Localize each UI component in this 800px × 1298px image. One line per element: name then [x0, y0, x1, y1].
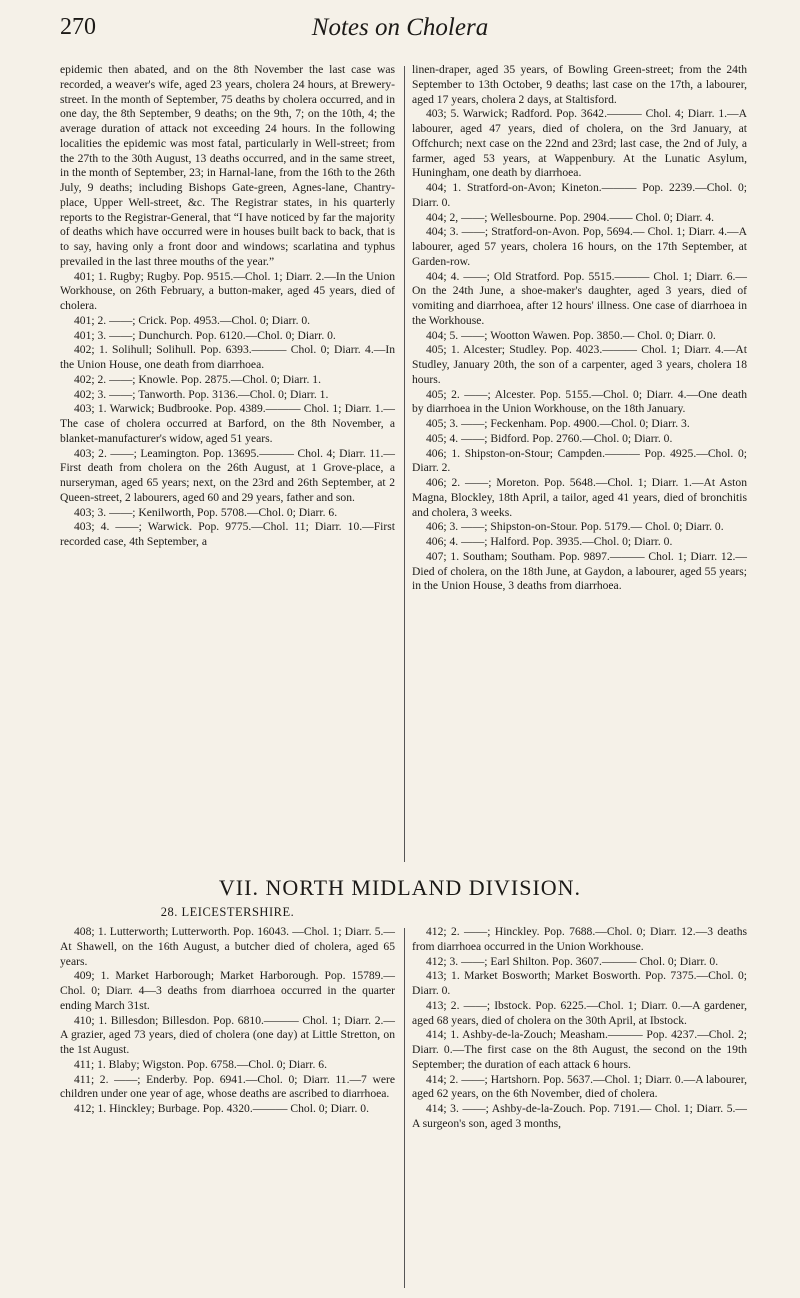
registry-entry: 409; 1. Market Harborough; Market Harborough. Pop. 15789.—Chol. 0; Diarr. 4—3 deaths from diarrhoea occurred in the quarter ending March 31st. [60, 969, 395, 1012]
registry-entry: 403; 2. ——; Leamington. Pop. 13695.——— Chol. 4; Diarr. 11.—First death from cholera on the 26th August, at 1 Grove-place, a nurseryman, aged 65 years; next, on the 23rd and 26th September, at 2 Queen-street, 2 labourers, aged 60 and 29 years, father and son. [60, 446, 395, 504]
registry-entry: 406; 2. ——; Moreton. Pop. 5648.—Chol. 1; Diarr. 1.—At Aston Magna, Blockley, 18th April, a tailor, aged 41 years, died of bronchitis and cholera, 3 weeks. [412, 476, 747, 519]
registry-entry: 402; 1. Solihull; Solihull. Pop. 6393.——— Chol. 0; Diarr. 4.—In the Union House, one death from diarrhoea. [60, 343, 395, 371]
column-left-top [60, 63, 395, 550]
registry-entry: 404; 2, ——; Wellesbourne. Pop. 2904.—— Chol. 0; Diarr. 4. [426, 210, 715, 224]
registry-entry: 405; 3. ——; Feckenham. Pop. 4900.—Chol. 0; Diarr. 3. [426, 417, 690, 430]
registry-entry: 403; 3. ——; Kenilworth, Pop. 5708.—Chol. 0; Diarr. 6. [74, 505, 338, 519]
column-divider [404, 928, 405, 1288]
registry-entry: 407; 1. Southam; Southam. Pop. 9897.——— Chol. 1; Diarr. 12.—Died of cholera, on the 18th June, at Gaydon, a labourer, aged 55 years; in the Union House, 3 deaths from diarrhoea. [412, 549, 747, 593]
registry-entry: 402; 3. ——; Tanworth. Pop. 3136.—Chol. 0; Diarr. 1. [74, 387, 329, 401]
registry-entry: 413; 2. ——; Ibstock. Pop. 6225.—Chol. 1; Diarr. 0.—A gardener, aged 68 years, died of cholera on the 30th April, at Ibstock. [412, 998, 747, 1027]
registry-entry: 403; 5. Warwick; Radford. Pop. 3642.——— Chol. 4; Diarr. 1.—A labourer, aged 47 years, died of cholera, on the 3rd January, at Offchurch; next case on the 22nd and 23rd; last case, the 2nd of July, a farmer, aged 53 years, at Wappenbury. At the Lunatic Asylum, Huningham, one death by diarrhoea. [412, 107, 747, 180]
registry-entry: 414; 1. Ashby-de-la-Zouch; Measham.——— Pop. 4237.—Chol. 2; Diarr. 0.—The first case on the 8th August, the second on the 19th September; the duration of each attack 6 hours. [412, 1028, 747, 1071]
registry-entry: 411; 2. ——; Enderby. Pop. 6941.—Chol. 0; Diarr. 11.—7 were children under one year of age, whose deaths are ascribed to diarrhoea. [60, 1072, 395, 1101]
registry-entry: 414; 3. ——; Ashby-de-la-Zouch. Pop. 7191.— Chol. 1; Diarr. 5.—A surgeon's son, aged 3 months, [412, 1102, 747, 1130]
registry-entry: 404; 3. ——; Stratford-on-Avon. Pop, 5694.— Chol. 1; Diarr. 4.—A labourer, aged 57 years, cholera 16 hours, on the 17th September, at Garden-row. [412, 225, 747, 268]
registry-entry: 403; 1. Warwick; Budbrooke. Pop. 4389.——— Chol. 1; Diarr. 1.—The case of cholera occurred at Barford, on the 8th November, a blanket-manufacturer's widow, aged 51 years. [60, 402, 395, 445]
registry-entry: 405; 2. ——; Alcester. Pop. 5155.—Chol. 0; Diarr. 4.—One death by diarrhoea in the Union Workhouse, on the 18th January. [412, 387, 747, 416]
registry-entry: 404; 1. Stratford-on-Avon; Kineton.——— Pop. 2239.—Chol. 0; Diarr. 0. [412, 181, 747, 209]
registry-entry: 405; 1. Alcester; Studley. Pop. 4023.——— Chol. 1; Diarr. 4.—At Studley, January 20th, the son of a carpenter, aged 3 years, cholera 18 hours. [412, 343, 747, 386]
registry-entry: 413; 1. Market Bosworth; Market Bosworth. Pop. 7375.—Chol. 0; Diarr. 0. [412, 969, 747, 997]
registry-entry: 406; 3. ——; Shipston-on-Stour. Pop. 5179.— Chol. 0; Diarr. 0. [426, 520, 724, 534]
registry-entry: 411; 1. Blaby; Wigston. Pop. 6758.—Chol. 0; Diarr. 6. [74, 1057, 327, 1071]
page-number: 270 [60, 14, 96, 40]
registry-entry: 402; 2. ——; Knowle. Pop. 2875.—Chol. 0; Diarr. 1. [74, 372, 322, 386]
registry-entry: 412; 1. Hinckley; Burbage. Pop. 4320.——— Chol. 0; Diarr. 0. [74, 1102, 369, 1115]
registry-entry: 412; 2. ——; Hinckley. Pop. 7688.—Chol. 0; Diarr. 12.—3 deaths from diarrhoea occurred in the Union Workhouse. [412, 925, 747, 953]
paragraph: linen-draper, aged 35 years, of Bowling Green-street; from the 24th September to 13th October, 9 deaths; last case on the 17th, a labourer, aged 17 years, cholera 2 days, at Staltisford. [412, 63, 747, 106]
running-title: Notes on Cholera [311, 14, 489, 41]
column-right-bottom [412, 925, 747, 1132]
registry-entry: 406; 1. Shipston-on-Stour; Campden.——— Pop. 4925.—Chol. 0; Diarr. 2. [412, 446, 747, 475]
registry-entry: 404; 4. ——; Old Stratford. Pop. 5515.——— Chol. 1; Diarr. 6.—On the 24th June, a shoe-maker's daughter, aged 3 years, died of vomiting and diarrhoea, after 12 hours' illness. One case of diarrhoea in the Workhouse. [412, 269, 747, 327]
registry-entry: 414; 2. ——; Hartshorn. Pop. 5637.—Chol. 1; Diarr. 0.—A labourer, aged 62 years, on the 6th November, died of cholera. [412, 1072, 747, 1101]
county-heading: 28. LEICESTERSHIRE. [160, 905, 295, 919]
paragraph: epidemic then abated, and on the 8th November the last case was recorded, a weaver's wife, aged 23 years, cholera 24 hours, at Brewery-street. In the month of September, 75 deaths by cholera occurred, and in one day, the 8th September, 9 deaths; on the 9th, 7; on the 10th, 4; the average duration of attack not exceeding 24 hours. In the following localities the epidemic was most fatal, particularly in Well-street; from the 27th to the 30th August, 13 deaths occurred, and in the same street, in the month of September, 23; in Harnal-lane, from the 16th to the 26th July, 9 deaths; including Bishops Gate-green, Agnes-lane, Chantry-place, Upper Well-street, &c. The Registrar states, in his quarterly reports to the Registrar-General, that “I have noticed by far the majority of deaths which have occurred were in houses built back to back, that is to say, having only a front door and windows; scarlatina and typhus prevailed in the last three mouths of the year.” [60, 63, 395, 268]
registry-entry: 401; 1. Rugby; Rugby. Pop. 9515.—Chol. 1; Diarr. 2.—In the Union Workhouse, on 26th February, a button-maker, aged 45 years, died of cholera. [60, 269, 395, 312]
column-divider [404, 66, 405, 862]
registry-entry: 401; 3. ——; Dunchurch. Pop. 6120.—Chol. 0; Diarr. 0. [74, 328, 336, 342]
registry-entry: 403; 4. ——; Warwick. Pop. 9775.—Chol. 11; Diarr. 10.—First recorded case, 4th September, a [60, 520, 395, 548]
registry-entry: 405; 4. ——; Bidford. Pop. 2760.—Chol. 0; Diarr. 0. [426, 431, 673, 445]
column-right-top [412, 63, 747, 594]
division-heading: VII. NORTH MIDLAND DIVISION. [218, 875, 582, 900]
registry-entry: 412; 3. ——; Earl Shilton. Pop. 3607.——— Chol. 0; Diarr. 0. [426, 954, 719, 968]
column-left-bottom [60, 925, 395, 1117]
registry-entry: 410; 1. Billesdon; Billesdon. Pop. 6810.——— Chol. 1; Diarr. 2.—A grazier, aged 73 years, died of cholera (one day) at Little Stretton, on the 1st August. [60, 1013, 395, 1056]
registry-entry: 408; 1. Lutterworth; Lutterworth. Pop. 16043. —Chol. 1; Diarr. 5.—At Shawell, on the 16th August, a butcher died of cholera, aged 65 years. [60, 925, 395, 968]
registry-entry: 401; 2. ——; Crick. Pop. 4953.—Chol. 0; Diarr. 0. [74, 313, 311, 327]
page-header [60, 14, 740, 52]
registry-entry: 406; 4. ——; Halford. Pop. 3935.—Chol. 0; Diarr. 0. [426, 535, 673, 548]
registry-entry: 404; 5. ——; Wootton Wawen. Pop. 3850.— Chol. 0; Diarr. 0. [426, 328, 716, 342]
